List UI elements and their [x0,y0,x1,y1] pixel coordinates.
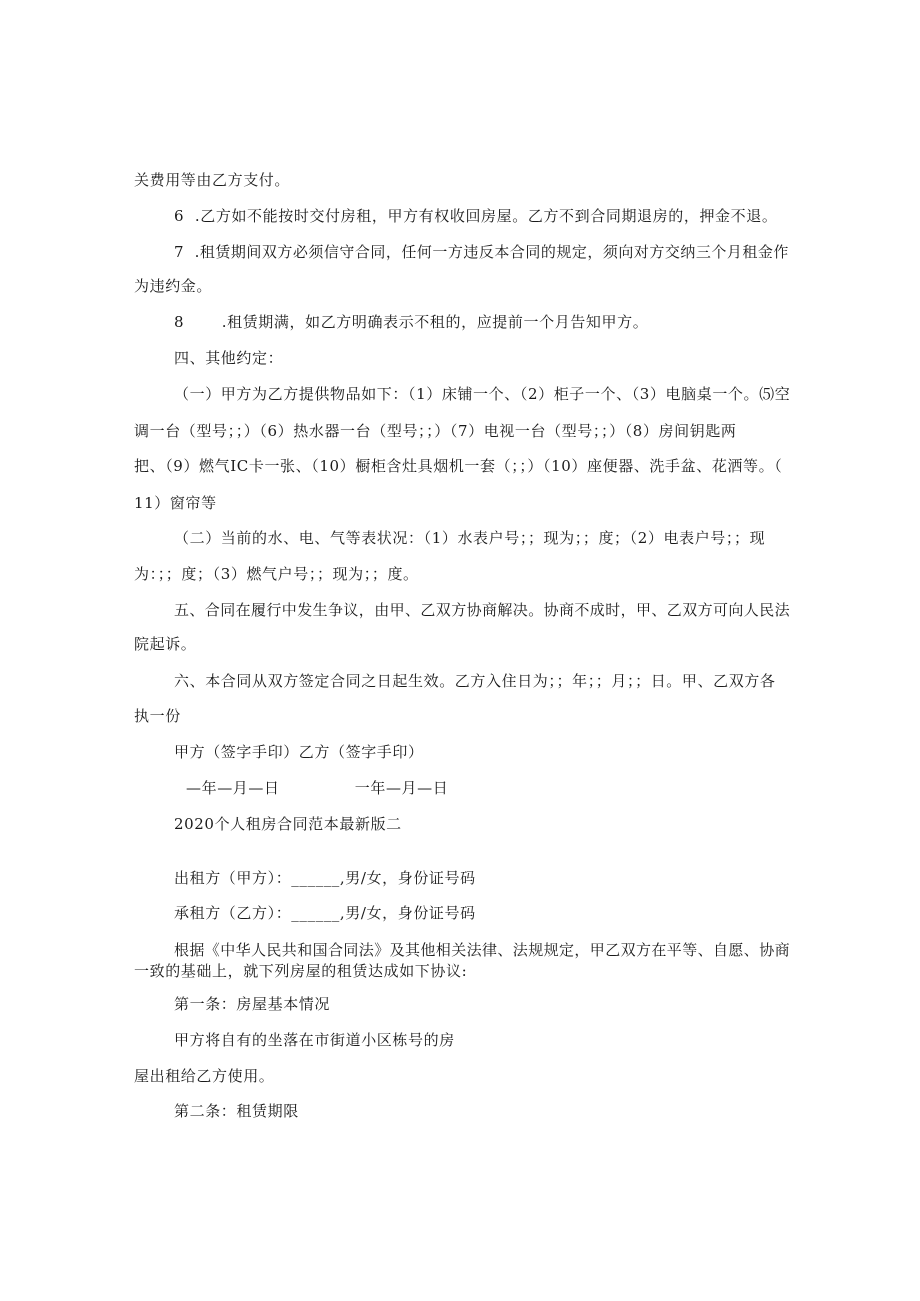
provided-items-line: 调一台（型号；；）（6）热水器一台（型号；；）（7）电视一台（型号；；）（8）房间钥匙两 [134,422,737,440]
document-subtitle: 2020个人租房合同范本最新版二 [174,815,402,833]
preamble-line: 根据《中华人民共和国合同法》及其他相关法律、法规规定，甲乙双方在平等、自愿、协商 [174,941,791,959]
clause-8: 8 .租赁期满，如乙方明确表示不租的，应提前一个月告知甲方。 [174,313,649,331]
provided-items-line: 11）窗帘等 [134,494,217,512]
meter-status-line: 为：；；度；（3）燃气户号；；现为；；度。 [134,565,419,583]
provided-items-line: （一）甲方为乙方提供物品如下：（1）床铺一个、（2）柜子一个、（3）电脑桌一个。⑸空 [174,385,791,403]
clause-6: 6 .乙方如不能按时交付房租，甲方有权收回房屋。乙方不到合同期退房的，押金不退。 [174,207,778,225]
meter-status-line: （二）当前的水、电、气等表状况：（1）水表户号；；现为；；度；（2）电表户号；；现 [174,529,766,547]
effective-clause: 六、本合同从双方签定合同之日起生效。乙方入住日为；；年；；月；；日。甲、乙双方各 [174,672,776,690]
signature-line: 甲方（签字手印）乙方（签字手印） [174,743,424,761]
signature-date-line: —年—月—日 一年—月—日 [186,779,449,797]
section-heading-other-agreements: 四、其他约定： [174,349,284,367]
article-1-text-continued: 屋出租给乙方使用。 [134,1067,275,1085]
paragraph-line: 关费用等由乙方支付。 [134,171,291,189]
clause-7: 7 .租赁期间双方必须信守合同，任何一方违反本合同的规定，须向对方交纳三个月租金作 [174,243,789,261]
dispute-clause-continued: 院起诉。 [134,635,197,653]
preamble-line: 一致的基础上，就下列房屋的租赁达成如下协议: [134,962,468,980]
article-1-text: 甲方将自有的坐落在市街道小区栋号的房 [174,1031,455,1049]
effective-clause-continued: 执一份 [134,707,181,725]
provided-items-line: 把、（9）燃气IC卡一张、（10）橱柜含灶具烟机一套（；；）（10）座便器、洗手盆、花洒等。（ [134,457,783,475]
dispute-clause: 五、合同在履行中发生争议，由甲、乙双方协商解决。协商不成时，甲、乙双方可向人民法 [174,601,791,619]
lessor-line: 出租方（甲方）：______,男/女，身份证号码 [174,869,476,887]
article-2-heading: 第二条：租赁期限 [174,1102,299,1120]
article-1-heading: 第一条：房屋基本情况 [174,995,331,1013]
lessee-line: 承租方（乙方）：______,男/女，身份证号码 [174,904,476,922]
clause-7-continued: 为违约金。 [134,277,213,295]
